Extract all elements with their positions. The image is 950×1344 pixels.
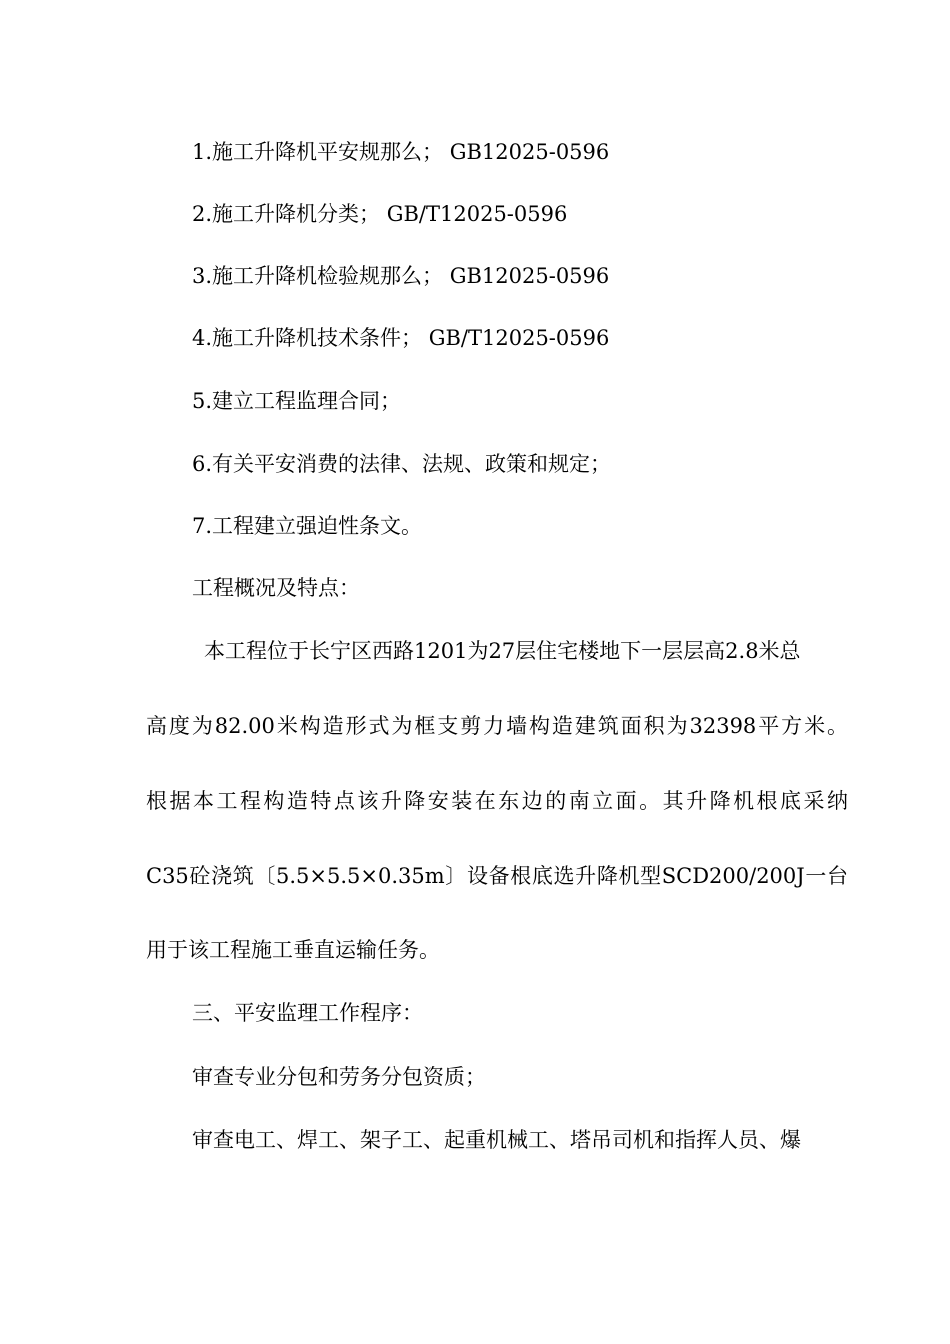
list-item-5: 5.建立工程监理合同； — [192, 389, 402, 413]
overview-line-2: 高度为82.00米构造形式为框支剪力墙构造建筑面积为32398平方米。 — [146, 714, 848, 738]
list-item-2: 2.施工升降机分类； GB/T12025-0596 — [192, 202, 568, 226]
overview-line-4: C35砼浇筑〔5.5×5.5×0.35m〕设备根底选升降机型SCD200/200J一台 — [146, 864, 848, 888]
procedure-line-2: 审查电工、焊工、架子工、起重机械工、塔吊司机和指挥人员、爆 — [192, 1128, 801, 1152]
list-item-6: 6.有关平安消费的法律、法规、政策和规定； — [192, 452, 612, 476]
overview-heading: 工程概况及特点： — [192, 576, 360, 600]
overview-line-5: 用于该工程施工垂直运输任务。 — [146, 938, 440, 962]
list-item-3: 3.施工升降机检验规那么； GB12025-0596 — [192, 264, 610, 288]
list-item-7: 7.工程建立强迫性条文。 — [192, 514, 423, 538]
section-heading: 三、平安监理工作程序： — [192, 1001, 423, 1025]
overview-line-1: 本工程位于长宁区西路1201为27层住宅楼地下一层层高2.8米总 — [204, 639, 801, 663]
overview-line-3: 根据本工程构造特点该升降安装在东边的南立面。其升降机根底采纳 — [146, 789, 848, 813]
list-item-4: 4.施工升降机技术条件； GB/T12025-0596 — [192, 326, 610, 350]
list-item-1: 1.施工升降机平安规那么； GB12025-0596 — [192, 140, 610, 164]
procedure-line-1: 审查专业分包和劳务分包资质； — [192, 1065, 486, 1089]
